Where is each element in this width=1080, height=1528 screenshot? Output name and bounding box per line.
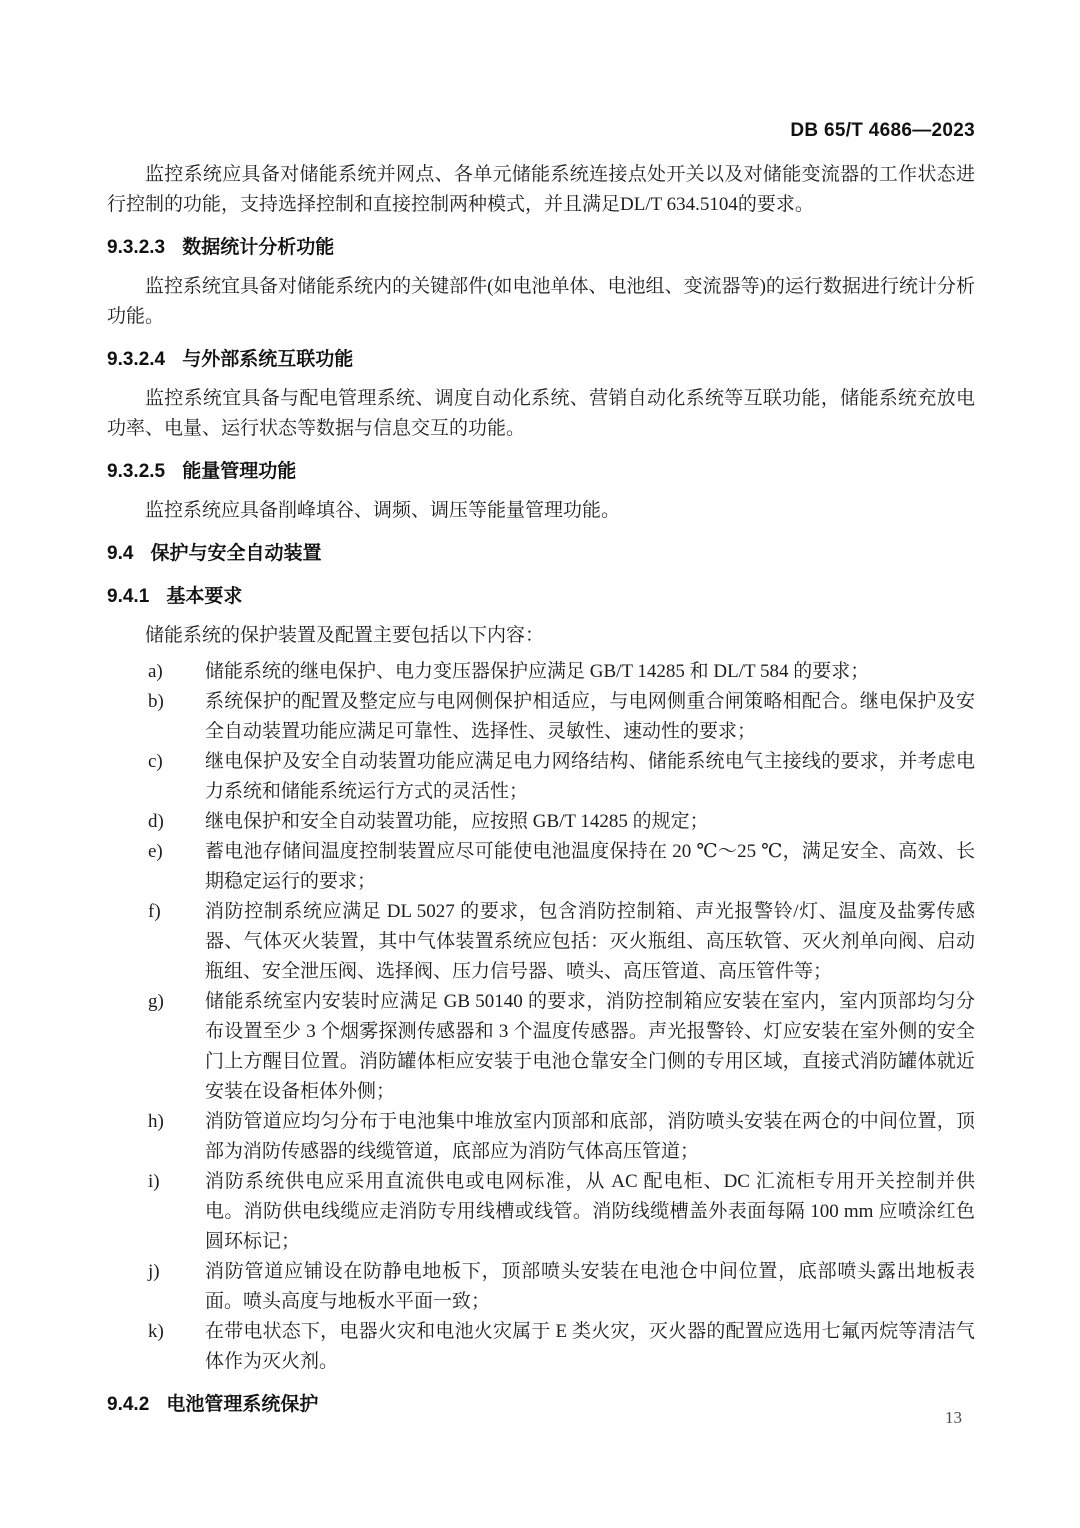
list-item-j [148,1257,975,1317]
section-heading-9-4-1 [107,582,975,612]
list-item-marker: g) [148,991,164,1012]
list-item-e [148,837,975,897]
list-item-marker: j) [148,1261,160,1282]
list-item-c [148,747,975,807]
section-number: 9.3.2.5 [107,461,166,482]
list-item-marker: b) [148,691,164,712]
list-item-d [148,807,975,837]
section-title: 保护与安全自动装置 [150,543,322,564]
section-title: 基本要求 [166,586,243,607]
list-item-a [148,657,975,687]
doc-code: DB 65/T 4686—2023 [790,120,975,141]
list-item-k [148,1317,975,1377]
list-item-text: 在带电状态下，电器火灾和电池火灾属于 E 类火灾，灭火器的配置应选用七氟丙烷等清洁气体作为灭火剂。 [205,1321,975,1372]
section-number: 9.4 [107,543,134,564]
list-item-text: 消防控制系统应满足 DL 5027 的要求，包含消防控制箱、声光报警铃/灯、温度及盐雾传感器、气体灭火装置，其中气体装置系统应包括：灭火瓶组、高压软管、灭火剂单向阀、启动瓶组、安全泄压阀、选择阀、压力信号器、喷头、高压管道、高压管件等； [205,901,975,982]
section-title: 电池管理系统保护 [166,1394,319,1415]
list-item-marker: f) [148,901,161,922]
section-heading-9-4-2 [107,1390,975,1420]
paragraph-external-interconnection: 监控系统宜具备与配电管理系统、调度自动化系统、营销自动化系统等互联功能，储能系统充放电功率、电量、运行状态等数据与信息交互的功能。 [107,388,975,439]
section-title: 与外部系统互联功能 [182,349,354,370]
list-item-text: 消防管道应铺设在防静电地板下，顶部喷头安装在电池仓中间位置，底部喷头露出地板表面。喷头高度与地板水平面一致； [205,1261,975,1312]
list-item-text: 蓄电池存储间温度控制装置应尽可能使电池温度保持在 20 ℃～25 ℃，满足安全、高效、长期稳定运行的要求； [205,841,975,892]
list-item-text: 继电保护及安全自动装置功能应满足电力网络结构、储能系统电气主接线的要求，并考虑电力系统和储能系统运行方式的灵活性； [205,751,975,802]
list-item-b [148,687,975,747]
section-number: 9.3.2.3 [107,237,166,258]
paragraph-energy-management: 监控系统应具备削峰填谷、调频、调压等能量管理功能。 [145,500,621,521]
requirement-list [107,657,975,1377]
section-heading-9-4 [107,539,975,569]
section-title: 能量管理功能 [182,461,297,482]
list-item-h [148,1107,975,1167]
paragraph-data-statistics: 监控系统宜具备对储能系统内的关键部件(如电池单体、电池组、变流器等)的运行数据进行统计分析功能。 [107,276,975,327]
list-item-marker: i) [148,1171,160,1192]
list-item-marker: c) [148,751,163,772]
list-item-text: 系统保护的配置及整定应与电网侧保护相适应，与电网侧重合闸策略相配合。继电保护及安全自动装置功能应满足可靠性、选择性、灵敏性、速动性的要求； [205,691,975,742]
list-item-text: 储能系统室内安装时应满足 GB 50140 的要求，消防控制箱应安装在室内，室内顶部均匀分布设置至少 3 个烟雾探测传感器和 3 个温度传感器。声光报警铃、灯应安装在室外侧的安全门上方醒目位置。消防罐体柜应安装于电池仓靠安全门侧的专用区域，直接式消防罐体就近安装在设备柜体外侧； [205,991,975,1102]
list-item-text: 继电保护和安全自动装置功能，应按照 GB/T 14285 的规定； [205,811,709,832]
section-number: 9.3.2.4 [107,349,166,370]
list-item-text: 储能系统的继电保护、电力变压器保护应满足 GB/T 14285 和 DL/T 584 的要求； [205,661,870,682]
paragraph-monitoring-control: 监控系统应具备对储能系统并网点、各单元储能系统连接点处开关以及对储能变流器的工作状态进行控制的功能，支持选择控制和直接控制两种模式，并且满足DL/T 634.5104的要求。 [107,164,975,215]
list-item-f [148,897,975,987]
list-item-marker: a) [148,661,163,682]
section-number: 9.4.1 [107,586,150,607]
list-item-marker: d) [148,811,164,832]
list-item-i [148,1167,975,1257]
section-heading-9-3-2-3 [107,233,975,263]
section-heading-9-3-2-5 [107,457,975,487]
section-number: 9.4.2 [107,1394,150,1415]
list-item-g [148,987,975,1107]
list-item-text: 消防管道应均匀分布于电池集中堆放室内顶部和底部，消防喷头安装在两仓的中间位置，顶部为消防传感器的线缆管道，底部应为消防气体高压管道； [205,1111,975,1162]
section-heading-9-3-2-4 [107,345,975,375]
page-number: 13 [945,1408,962,1427]
list-item-marker: k) [148,1321,164,1342]
list-item-text: 消防系统供电应采用直流供电或电网标准，从 AC 配电柜、DC 汇流柜专用开关控制并供电。消防供电线缆应走消防专用线槽或线管。消防线缆槽盖外表面每隔 100 mm 应喷涂红色圆环标记； [205,1171,975,1252]
list-item-marker: h) [148,1111,164,1132]
list-item-marker: e) [148,841,163,862]
section-title: 数据统计分析功能 [182,237,335,258]
paragraph-protection-lead: 储能系统的保护装置及配置主要包括以下内容： [145,625,545,646]
